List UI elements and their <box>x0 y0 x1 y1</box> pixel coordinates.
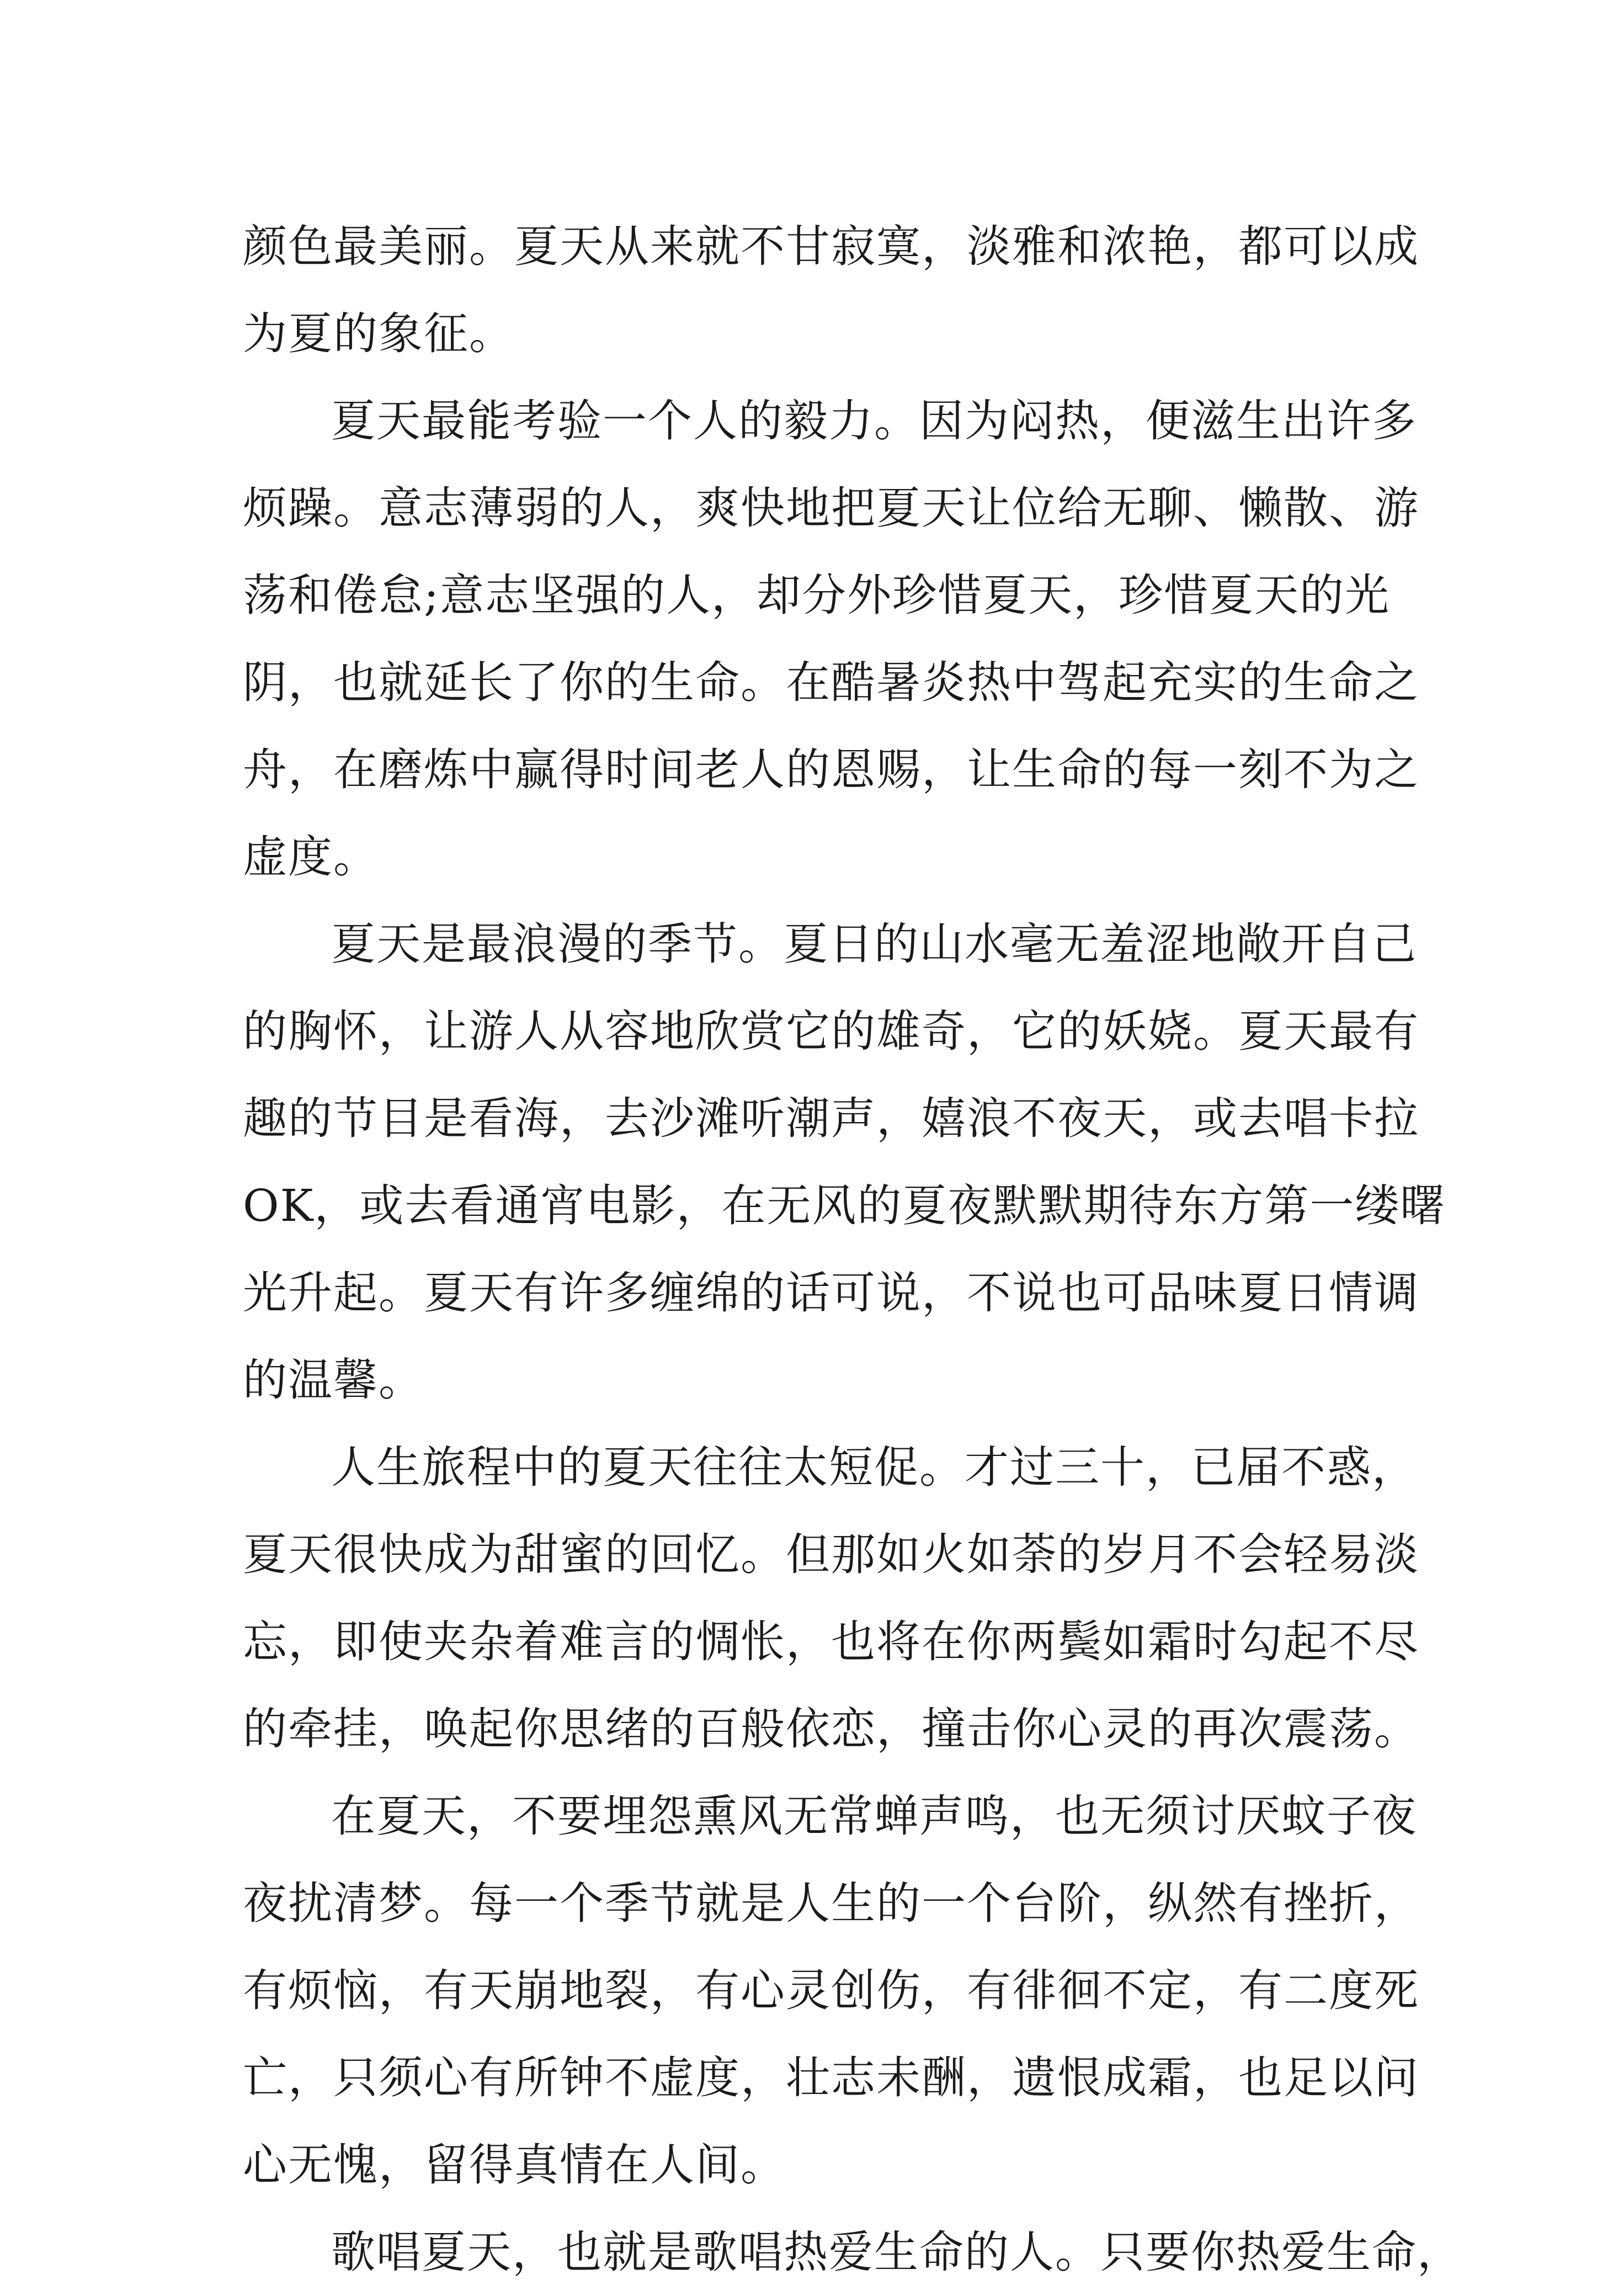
text-line: 夏天很快成为甜蜜的回忆。但那如火如荼的岁月不会轻易淡 <box>243 1529 1419 1580</box>
text-line: 夏天最能考验一个人的毅力。因为闷热，便滋生出许多 <box>331 395 1417 447</box>
text-line: 颜色最美丽。夏天从来就不甘寂寞，淡雅和浓艳，都可以成 <box>243 221 1419 272</box>
text-line: 舟，在磨炼中赢得时间老人的恩赐，让生命的每一刻不为之 <box>243 744 1419 795</box>
text-line: 的胸怀，让游人从容地欣赏它的雄奇，它的妖娆。夏天最有 <box>243 1006 1419 1057</box>
paragraph-1 <box>243 203 1419 378</box>
text-line: 忘，即使夹杂着难言的惆怅，也将在你两鬓如霜时勾起不尽 <box>243 1616 1419 1667</box>
document-body <box>243 203 1462 2296</box>
text-line: 夏天是最浪漫的季节。夏日的山水毫无羞涩地敞开自己 <box>331 918 1417 970</box>
text-line: 心无愧，留得真情在人间。 <box>243 2139 786 2191</box>
text-line: 亡，只须心有所钟不虚度，壮志未酬，遗恨成霜，也足以问 <box>243 2052 1419 2103</box>
paragraph-2 <box>243 378 1419 901</box>
paragraph-4 <box>243 1424 1419 1773</box>
text-line: 虚度。 <box>243 831 379 883</box>
text-line: 歌唱夏天，也就是歌唱热爱生命的人。只要你热爱生命， <box>331 2226 1462 2278</box>
text-line: 烦躁。意志薄弱的人，爽快地把夏天让位给无聊、懒散、游 <box>243 482 1419 534</box>
text-line: 荡和倦怠;意志坚强的人，却分外珍惜夏天，珍惜夏天的光 <box>243 570 1390 621</box>
text-line: 人生旅程中的夏天往往太短促。才过三十，已届不惑， <box>331 1442 1417 1493</box>
text-line: 趣的节目是看海，去沙滩听潮声，嬉浪不夜天，或去唱卡拉 <box>243 1093 1419 1144</box>
text-line: 为夏的象征。 <box>243 308 514 359</box>
paragraph-6 <box>243 2209 1462 2296</box>
text-line: OK，或去看通宵电影，在无风的夏夜默默期待东方第一缕曙 <box>243 1180 1446 1231</box>
text-line: 有烦恼，有天崩地裂，有心灵创伤，有徘徊不定，有二度死 <box>243 1965 1419 2016</box>
text-line: 的牵挂，唤起你思绪的百般依恋，撞击你心灵的再次震荡。 <box>243 1703 1419 1755</box>
text-line: 的温馨。 <box>243 1354 424 1406</box>
text-line: 在夏天，不要埋怨熏风无常蝉声鸣，也无须讨厌蚊子夜 <box>331 1790 1417 1842</box>
text-line: 光升起。夏天有许多缠绵的话可说，不说也可品味夏日情调 <box>243 1267 1419 1319</box>
text-line: 阴，也就延长了你的生命。在酷暑炎热中驾起充实的生命之 <box>243 657 1419 708</box>
text-line: 夜扰清梦。每一个季节就是人生的一个台阶，纵然有挫折， <box>243 1878 1419 1929</box>
paragraph-5 <box>243 1773 1419 2209</box>
paragraph-3 <box>243 901 1446 1424</box>
